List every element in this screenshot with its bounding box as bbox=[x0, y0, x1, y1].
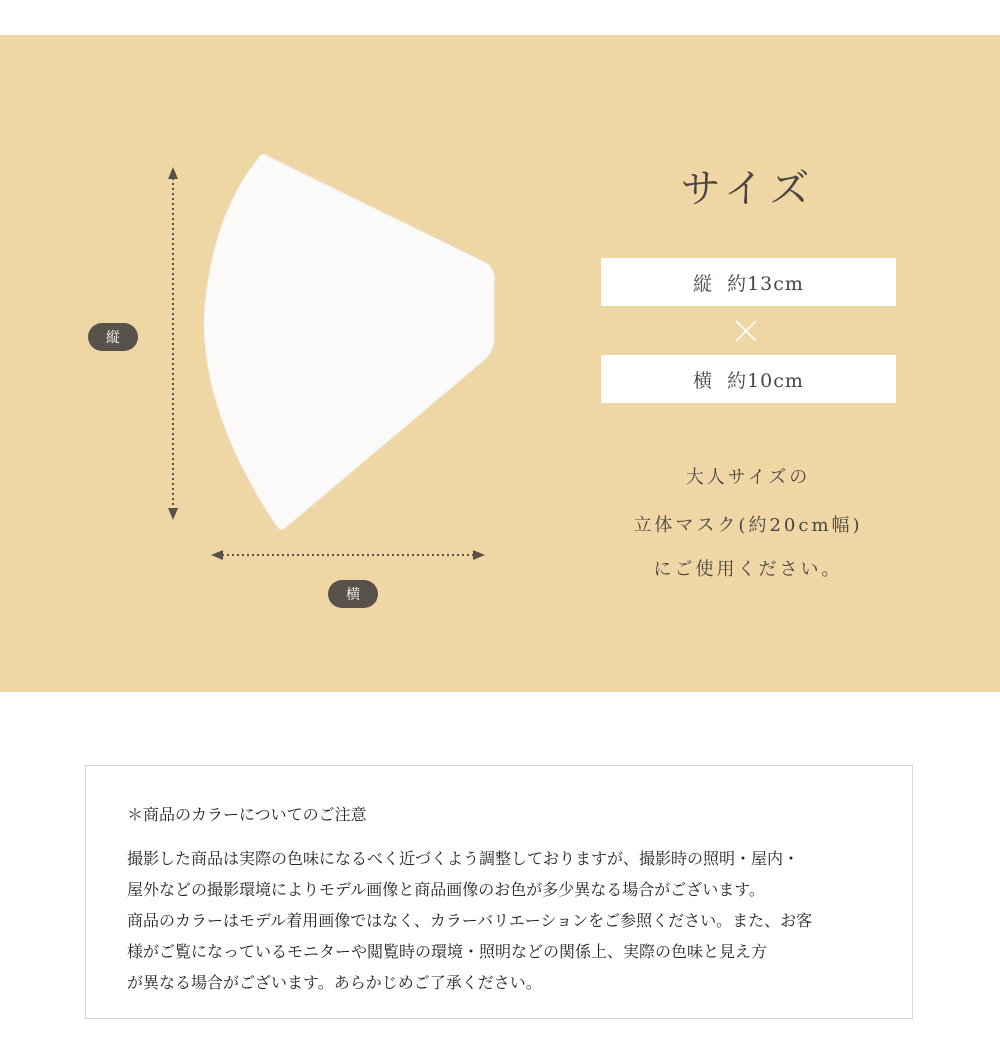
height-value: 約13cm bbox=[727, 272, 804, 295]
width-dimension-box bbox=[601, 355, 896, 403]
color-notice-body bbox=[127, 843, 877, 998]
color-notice-line: 撮影した商品は実際の色味になるべく近づくよう調整しておりますが、撮影時の照明・屋内・ bbox=[127, 849, 800, 868]
height-dimension-box bbox=[601, 258, 896, 306]
height-arrow bbox=[168, 167, 178, 520]
color-notice-line: 屋外などの撮影環境によりモデル画像と商品画像のお色が多少異なる場合がございます。 bbox=[127, 880, 765, 899]
width-value: 約10cm bbox=[727, 369, 804, 392]
width-label-badge: 横 bbox=[328, 580, 378, 608]
color-notice-line: 商品のカラーはモデル着用画像ではなく、カラーバリエーションをご参照ください。また、お客 bbox=[127, 911, 813, 930]
size-note-line: 大人サイズの bbox=[685, 467, 811, 488]
color-notice-line: 様がご覧になっているモニターや閲覧時の環境・照明などの関係上、実際の色味と見え方 bbox=[127, 942, 768, 961]
size-title: サイズ bbox=[680, 166, 816, 212]
size-note-line: 立体マスク(約20cm幅) bbox=[633, 515, 863, 536]
color-notice-title: ＊商品のカラーについてのご注意 bbox=[127, 805, 367, 824]
color-notice-box bbox=[85, 765, 913, 1019]
size-panel bbox=[0, 35, 1000, 692]
height-label-badge: 縦 bbox=[88, 323, 138, 351]
width-arrow bbox=[211, 550, 485, 560]
mask-image bbox=[204, 155, 494, 530]
height-key: 縦 bbox=[693, 272, 714, 295]
color-notice-line: が異なる場合がございます。あらかじめご了承ください。 bbox=[127, 973, 542, 992]
times-icon bbox=[731, 316, 761, 346]
size-note-line: にご使用ください。 bbox=[653, 559, 843, 580]
width-key: 横 bbox=[693, 369, 714, 392]
